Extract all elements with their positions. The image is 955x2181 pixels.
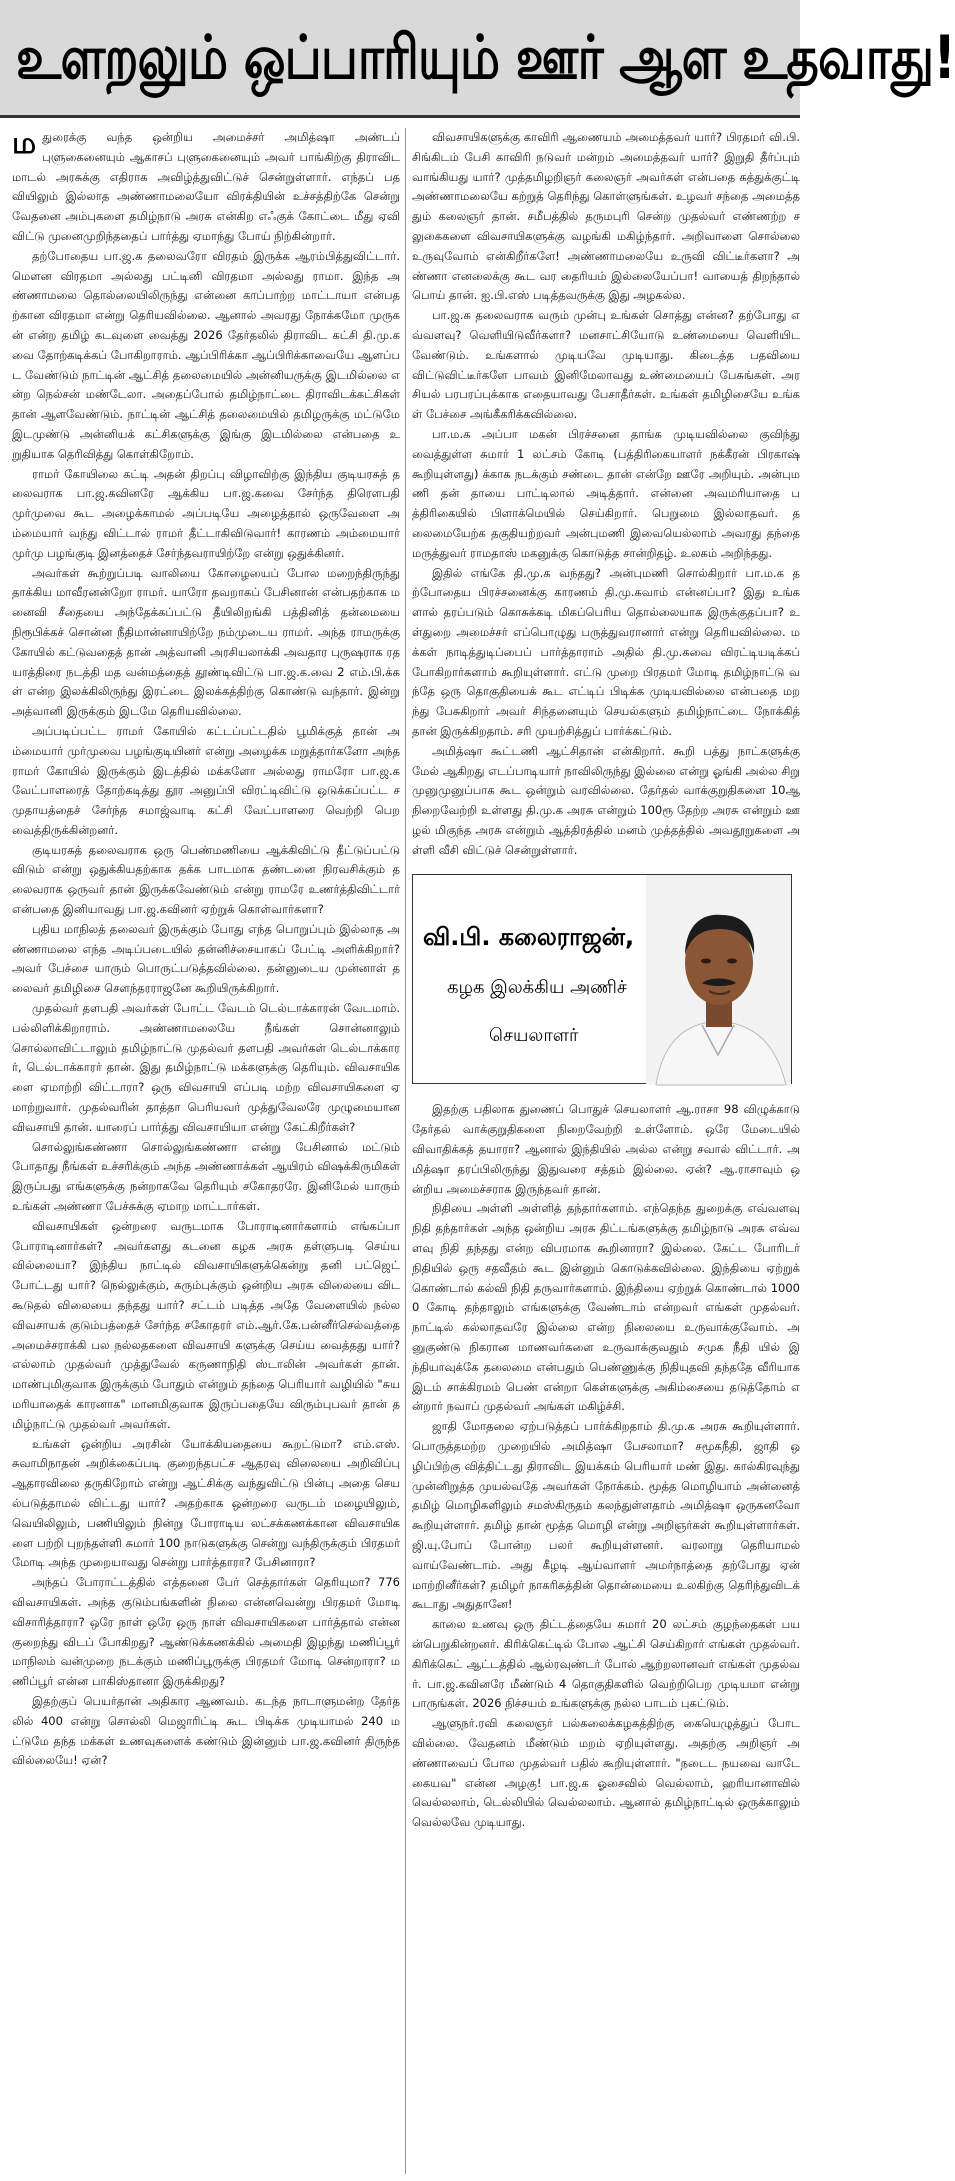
paragraph-text: புதிய மாநிலத் தலைவர் இருக்கும் போது எந்த பொறுப்பும் இல்லாத அண்ணாமலை எந்த அடிப்படையில் தன்னிச்சையாகப் பேட்டி அளிக்கிறார்? அவர் பேச்சை யாரும் பொருட்படுத்தவில்லை. தன்னுடைய முன்னாள் தலைவர் தமிழிசை சௌந்தரராஜனே கூறியிருக்கிறார். xyxy=(12,921,400,996)
article-headline: உளறலும் ஒப்பாரியும் ஊர் ஆள உதவாது! xyxy=(16,22,955,93)
article-paragraph xyxy=(12,564,400,722)
article-paragraph xyxy=(12,465,400,564)
paragraph-text: ராமர் கோயிலை கட்டி அதன் திறப்பு விழாவிற்கு இந்திய குடியரசுத் தலைவராக பா.ஜ.கவினரே ஆக்கிய பா.ஜ.கவை சேர்ந்த திரௌபதி முர்முவை கூட அழைக்காமல் அப்படியே அழைத்தால் ஒருவேளை அம்மையார் வந்து விட்டால் ராமர் தீட்டாகிவிடுவார்! காரணம் அம்மையார் முர்மு பழங்குடி இனத்தைச் சேர்ந்தவராயிற்றே என்று ஒதுக்கினர். xyxy=(12,466,400,560)
article-column-right xyxy=(412,128,800,2174)
article-paragraph xyxy=(412,564,800,742)
author-role-title: செயலாளர் xyxy=(489,1025,579,1047)
article-paragraph xyxy=(12,128,400,247)
paragraph-text: காலை உணவு ஒரு திட்டத்தையே சுமார் 20 லட்சம் குழந்தைகள் பயன்பெறுகின்றனர். கிரிக்கெட்டில் போல ஆட்சி செய்கிறார் எங்கள் முதல்வர். கிரிக்கெட் ஆட்டத்தில் ஆல்ரவுண்டர் போல் ஆற்றலானவர் எங்கள் முதல்வர். பா.ஜ.கவினரே மீண்டும் 4 தொகுதிகளில் வெற்றிபெற முடியமா என்று பாருங்கள். 2026 நிச்சயம் உங்களுக்கு நல்ல பாடம் புகட்டும். xyxy=(412,1617,800,1711)
article-paragraph xyxy=(12,1573,400,1692)
paragraph-text: ஆளுநர்.ரவி கலைஞர் பல்கலைக்கழகத்திற்கு கையெழுத்துப் போட வில்லை. வேதனம் மீண்டும் மறம் ஏறியுள்ளது. அதற்கு அறிஞர் அண்ணாவைப் போல முதல்வர் பதில் கூறியுள்ளார். "நடைட நயவை வாடே கையவ" என்ன அழகு! பா.ஜ.க ஓசைவில் வெல்லாம், ஹரியானாவில் வெல்லலாம், டெல்லியில் வெல்லலாம். ஆனால் தமிழ்நாட்டில் ஒருக்காலும் வெல்லவே முடியாது. xyxy=(412,1716,800,1830)
article-paragraph xyxy=(12,920,400,999)
headline-banner xyxy=(0,0,955,118)
article-paragraph xyxy=(12,1138,400,1217)
article-paragraph xyxy=(12,1692,400,1771)
article-paragraph xyxy=(12,1217,400,1435)
column-divider xyxy=(405,128,406,2174)
paragraph-text: விவசாயிகளுக்கு காவிரி ஆணையம் அமைத்தவர் யார்? பிரதமர் வி.பி. சிங்கிடம் பேசி காவிரி நடுவர் மன்றம் அமைத்தவர் யார்? இறுதி தீர்ப்பும் வாங்கியது யார்? முத்தமிழறிஞர் கலைஞர் அவர்கள் என்பதை கத்துக்குட்டி அண்ணாமலையே கற்றுத் தெரிந்து கொள்ளுங்கள். உழவர் சந்தை அமைத்ததும் கலைஞர் தான். சமீபத்தில் தருமபுரி சென்ற முதல்வர் எண்ணற்ற சலுகைகளை விவசாயிகளுக்கு வழங்கி மகிழ்ந்தார். அறிவாளை சொல்லை உருவுவோம் என்கிறீர்களே! அண்ணாமலையே உருவி விட்டீர்களா? அண்ணா எனலைக்கு கூட வர தைரியம் இல்லையேப்பா! வாயைத் திறந்தால் பொய் தான். ஐ.பி.எஸ் படித்தவருக்கு இது அழகல்ல. xyxy=(412,130,800,303)
article-paragraph xyxy=(412,1417,800,1615)
author-role: கழக இலக்கிய அணிச் xyxy=(447,977,627,999)
article-paragraph xyxy=(412,1714,800,1833)
article-paragraph xyxy=(412,1100,800,1199)
article-paragraph xyxy=(12,1435,400,1574)
article-column-left xyxy=(12,128,400,2174)
paragraph-text: துரைக்கு வந்த ஒன்றிய அமைச்சர் அமித்ஷா அண்டப் புளுகைனையும் ஆகாசப் புளுகைனையும் அவர் பாங்கிற்கு திராவிட மாடல் அரசுக்கு எதிராக அவிழ்த்துவிட்டுச் சென்றுள்ளார். எந்தப் பதவியிலும் இல்லாத அண்ணாமலையோ விரக்தியின் உச்சத்திற்கே சென்று வேதனை அம்புகளை தமிழ்நாடு அரசு என்கிற எஃகுக் கோட்டை மீது ஏவி விட்டு முனைமுறிந்ததைப் பார்த்து ஏமாந்து போய் நிற்கின்றார். xyxy=(12,130,400,243)
paragraph-text: அந்தப் போராட்டத்தில் எத்தனை பேர் செத்தார்கள் தெரியுமா? 776 விவசாயிகள். அந்த குடும்பங்களின் நிலை என்னவென்று பிரதமர் மோடி விசாரித்தாரா? ஒரே நாள் ஒரே ஒரு நாள் விவசாயிகளை பார்த்தால் என்ன குறைந்து விடப் போகிறது? ஆண்டுக்கணக்கில் அமைதி இழந்து மணிப்பூர் மாநிலம் வன்முறை நடக்கும் மணிப்பூருக்கு பிரதமர் மோடி சென்றாரா? மணிப்பூர் என்ன பாகிஸ்தானா இருக்கிறது? xyxy=(12,1575,400,1689)
paragraph-text: அப்படிப்பட்ட ராமர் கோயில் கட்டப்பட்டதில் பூமிக்குத் தான் அம்மையார் முர்முவை பழங்குடியினர் என்று அழைக்க மறுத்தார்களோ அந்த ராமர் கோயில் இருக்கும் இடத்தில் மக்களோ அல்லது ராமரோ பா.ஜ.க வேட்பாளரைத் தோற்கடித்து தூர அனுப்பி விரட்டிவிட்டு ஒடுக்கப்பட்ட சமுதாயத்தைச் சேர்ந்த சமாஜ்வாடி கட்சி வேட்பாளரை வெற்றி பெற வைத்திருக்கின்றனர். xyxy=(12,723,400,837)
paragraph-text: சொல்லுங்கண்ணா சொல்லுங்கண்ணா என்று பேசினால் மட்டும் போதாது நீங்கள் உச்சரிக்கும் அந்த அண்ணாக்கள் ஆயிரம் விஷக்கிருமிகள் இருப்பது எங்களுக்கு நன்றாகவே தெரியும் சகோதரரே. இனிமேல் யாரும் உங்கள் அண்ணா பேச்சுக்கு ஏமாற மாட்டார்கள். xyxy=(12,1139,400,1214)
article-paragraph xyxy=(12,722,400,841)
right-column-bottom-text xyxy=(412,1100,800,1832)
paragraph-text: குடியரசுத் தலைவராக ஒரு பெண்மணியை ஆக்கிவிட்டு தீட்டுப்பட்டு விடும் என்று ஒதுக்கியதற்காக தக்க பாடமாக தண்டனை நிரவசிக்கும் தலைவராக ஒருவர் தான் இருக்கவேண்டும் என்று ராமரே உணர்த்திவிட்டார் என்பதை இனியாவது பா.ஜ.கவினர் ஏற்றுக் கொள்வார்களா? xyxy=(12,842,400,917)
paragraph-text: இதில் எங்கே தி.மு.க வந்தது? அன்புமணி சொல்கிறார் பா.ம.க தற்போதைய பிரச்சனைக்கு காரணம் தி.மு.கவாம் என்னப்பா? இது உங்களால் தரப்படும் கொசுக்கடி மிகப்பெரிய தொல்லையாக இருக்குதப்பா? உள்துறை அமைச்சர் எப்பொழுது பருத்துவரானார் என்று தெரியவில்லை. மக்கள் நாடித்துடிப்பைப் பார்த்தாராம் அதில் தி.மு.கவை விரட்டியடிக்கப் போகிறார்களாம் கூறியுள்ளார். எட்டு முறை பிரதமர் மோடி தமிழ்நாட்டு வந்தே ஒரு தொகுதியைக் கூட எட்டிப் பிடிக்க முடியவில்லை என்பதை மறந்து பேசுகிறார் அவர் சிந்தனையும் செயல்களும் தமிழ்நாட்டை நோக்கித் தான் இருக்கிறதாம். சரி முயற்சித்துப் பார்க்கட்டும். xyxy=(412,565,800,738)
paragraph-text: முதல்வர் தளபதி அவர்கள் போட்ட வேடம் டெல்டாக்காரன் வேடமாம். பல்லிளிக்கிறாராம். அண்ணாமலையே நீங்கள் சொன்னாலும் சொல்லாவிட்டாலும் தமிழ்நாட்டு முதல்வர் தளபதி அவர்கள் டெல்டாக்காரர், டெல்டாக்காரர் தான். இது தமிழ்நாட்டு மக்களுக்கு தெரியும். விவசாயிகளை ஏமாற்றி விட்டாரா? ஒரு விவசாயி எப்படி மற்ற விவசாயிகளை ஏமாற்றுவார். முதல்வரின் தாத்தா பெரியவர் முத்துவேலரே முழுமையான விவசாயி தான். யாரைப் பார்த்து விவசாயியா என்று கேட்கிறீர்கள்? xyxy=(12,1001,400,1134)
article-paragraph xyxy=(412,306,800,425)
paragraph-text: இதற்குப் பெயர்தான் அதிகார ஆணவம். கடந்த நாடாளுமன்ற தேர்தலில் 400 என்று சொல்லி மெஜாரிட்டி கூட பிடிக்க முடியாமல் 240 மட்டுமே தந்த மக்கள் உணவுகளைக் கண்டும் இன்னும் பா.ஜ.கவினர் திருந்தவில்லையே! ஏன்? xyxy=(12,1693,400,1768)
paragraph-text: பா.ஜ.க தலைவராக வரும் முன்பு உங்கள் சொத்து என்ன? தற்போது எவ்வளவு? வெளியிடுவீர்களா? மனசாட்சியோடு உண்மையை வெளியிட வேண்டும். உங்களால் முடியவே முடியாது. கிடைத்த பதவியை விட்டுவிட்டீர்களே பாவம் இனிமேலாவது உண்மையைப் பேசுங்கள். அரசியல் பரபரப்புக்காக எதையாவது பேசாதீர்கள். உங்கள் தமிழிசையே உங்கள் பேச்சை அங்கீகரிக்கவில்லை. xyxy=(412,308,800,422)
paragraph-text: பா.ம.க அப்பா மகன் பிரச்சனை தாங்க முடியவில்லை குவிந்து வைத்துள்ள சுமார் 1 லட்சம் கோடி (பத்திரிகையாளர் நக்கீரன் பிரகாஷ் கூறியுள்ளது) க்காக நடக்கும் சண்டை தான் என்றே ஊரே அறியும். அன்புமணி தன் தாயை பாட்டிலால் அடித்தார். என்னை அவமரியாதை பத்திரிகையில் பிளாக்மெயில் செய்கிறார். பெறுமை இல்லாதவர். தலைமையேற்க தகுதியற்றவர் அன்புமணி இவையெல்லாம் அவரது தந்தை மருத்துவர் ராமதாஸ் மகனுக்கு கொடுத்த சான்றிதழ். உலகம் அறிந்தது. xyxy=(412,426,800,560)
paragraph-text: தற்போதைய பா.ஜ.க தலைவரோ விரதம் இருக்க ஆரம்பித்துவிட்டார். மௌன விரதமா அல்லது பட்டினி விரதமா அல்லது ராமா. இந்த அண்ணாமலை தொல்லையிலிருந்து என்னை காப்பாற்ற மாட்டாயா என்பதற்கான விரதமா என்று தெரியவில்லை. ஆனால் அவரது நோக்கமோ முருகன் என்ற தமிழ் கடவுளை வைத்து 2026 தேர்தலில் திராவிட கட்சி தி.மு.கவை தோற்கடிக்கப் போகிறாராம். ஆப்பிரிக்கா ஆப்பிரிக்காவையே ஆளப்பட வேண்டும் நாட்டின் ஆட்சித் தலைமையில் அன்னியருக்கு இடமில்லை என்ற நெல்சன் மண்டேலா. அதைப்போல் தமிழ்நாட்டை திராவிடக்கட்சிகள் தான் ஆளவேண்டும். நாட்டின் ஆட்சித் தலைமையில் தமிழருக்கு மட்டுமே இடமுண்டு அன்னியக் கட்சிகளுக்கு இங்கு இடமில்லை என்பதை உறுதியாக தெரிவித்து கொள்கிறோம். xyxy=(12,248,400,461)
article-paragraph xyxy=(12,999,400,1138)
paragraph-text: இதற்கு பதிலாக துணைப் பொதுச் செயலாளர் ஆ.ராசா 98 விழுக்காடு தேர்தல் வாக்குறுதிகளை நிறைவேற்றி உள்ளோம். ஒரே மேடையில் விவாதிக்கத் தயாரா? ஆனால் இந்தியில் அல்ல என்று சவால் விட்டார். அமித்ஷா தரப்பிலிருந்து இதுவரை சத்தம் இல்லை. ஏன்? ஆ.ராசாவும் ஒன்றிய அமைச்சராக இருந்தவர் தான். xyxy=(412,1102,800,1196)
paragraph-text: நிதியை அள்ளி அள்ளித் தந்தார்களாம். எந்தெந்த துறைக்கு எவ்வளவு நிதி தந்தார்கள் அந்த ஒன்றிய அரசு திட்டங்களுக்கு தமிழ்நாடு அரசு எவ்வளவு நிதி தந்தது என்ற விபரமாக கூறினாரா? இல்லை. கேட்ட போரிடர் நிதியில் ஒரு சதவீதம் கூட இன்னும் கொடுக்கவில்லை. இந்தியை ஏற்றுக் கொண்டால் கல்வி நிதி தருவார்களாம். இந்தியை ஏற்றுக் கொண்டால் 10000 கோடி தந்தாலும் எங்களுக்கு வேண்டாம் என்றவர் எங்கள் முதல்வர். நாட்டில் கல்லாதவரே இல்லை என்ற நிலையை உருவாக்குவோம். அனுகுண்டு நிகரான மாணவர்களை உருவாக்குவதும் சமுக நீதி யில் இந்தியாவுக்கே தலைமை என்பதும் பெண்ணுக்கு நிதியுதவி தந்ததே வீரியாக இடம் சாக்கிரமம் பெண் என்றா கெள்களுக்கு அகிம்சையை தடுத்தோம் என்றார் நவாப் முதல்வர் அங்கள் மகிழ்ச்சி. xyxy=(412,1201,800,1414)
article-paragraph xyxy=(412,128,800,306)
author-byline-box xyxy=(412,874,792,1084)
paragraph-text: அவர்கள் கூற்றுப்படி வாலியை கோழையைப் போல மறைந்திருந்து தாக்கிய மாவீரனன்றோ ராமர். யாரோ தவறாகப் பேசினான் என்பதற்காக மனைவி சீதையை அந்தேக்கப்பட்டு தீயிலிறங்கி பத்தினித் தன்மையை நிரூபிக்கச் சொன்ன நீதிமான்னாயிற்றே நம்முடைய ராமர். அந்த ராமருக்கு கோயில் கட்டுவதைத் தான் அத்வானி அரசியலாக்கி அவதார புருஷராக ரத யாத்திரை நடத்தி மத வன்மத்தைத் தூண்டிவிட்டு பா.ஜ.க.வை 2 எம்.பி.க்கள் என்ற இலக்கிலிருந்து இரட்டை இலக்கத்திற்கு கொண்டு வந்தார். இன்று அத்வானி இருக்கும் இடமே தெரியவில்லை. xyxy=(12,565,400,719)
author-name: வி.பி. கலைராஜன், xyxy=(423,923,635,952)
article-paragraph xyxy=(12,841,400,920)
author-photo xyxy=(646,875,791,1085)
paragraph-text: ஜாதி மோதலை ஏற்படுத்தப் பார்க்கிறதாம் தி.மு.க அரசு கூறியுள்ளார். பொருத்தமற்ற முறையில் அமித்ஷா பேசலாமா? சமூகநீதி, ஜாதி ஒழிப்பிற்கு வித்திட்டது திராவிட இயக்கம் பெரியார் மண் இது. கால்கிரவுந்து முன்னிறுத்த முயல்வதே அவர்கள் நோக்கம். மூத்த மொழியாம் அன்னைத் தமிழ் மொழிகளிலும் சமஸ்கிருதம் கலந்துள்ளதாம் அமித்ஷா ஒருகனவோ கூறியுள்ளார். தமிழ் தான் மூத்த மொழி என்று அறிஞர்கள் கூறியுள்ளார்கள். ஜி.யு.போப் போன்ற பலர் கூறியுள்ளனர். வரலாறு தெரியாமல் வாய்வேண்டாம். அது கீழடி ஆய்வாளர் அமர்நாத்தை தற்போது ஏன் மாற்றினீர்கள்? தமிழர் நாகரிகத்தின் தொன்மையை உலகிற்கு தெரிந்துவிடக் கூடாது அதுதானே! xyxy=(412,1419,800,1612)
article-paragraph xyxy=(412,1199,800,1417)
paragraph-text: விவசாயிகள் ஒன்றரை வருடமாக போராடினார்களாம் எங்கப்பா போராடினார்கள்? அவர்களது கடனை கழக அரசு தள்ளுபடி செய்யவில்லையா? இந்திய நாட்டில் விவசாயிகளுக்கென்று தனி பட்ஜெட் போட்டது யார்? நெல்லுக்கும், கரும்புக்கும் ஒன்றிய அரசு விலையை விட கூடுதல் விலையை தந்தது யார்? சட்டம் படித்த அதே வேளையில் நல்ல விவசாயக் குடும்பத்தைச் சேர்ந்த சகோதரர் எம்.ஆர்.கே.பன்னீர்செல்வத்தை அமைச்சராக்கி பல நல்லதகளை விவசாயி களுக்கு செய்ய வைத்தது யார்? எல்லாம் முதல்வர் முத்துவேல் கருணாநிதி ஸ்டாலின் அவர்கள் தான். மாண்புமிகுவாக இருக்கும் போதும் என்றும் தந்தை பெரியார் வழியில் "சுயமரியாதைக் காரனாக" மானமிகுவாக இருப்பதையே விரும்புபவர் தான் தமிழ்நாட்டு முதல்வர் அவர்கள். xyxy=(12,1218,400,1431)
article-paragraph xyxy=(412,742,800,861)
article-paragraph xyxy=(12,247,400,465)
paragraph-text: உங்கள் ஒன்றிய அரசின் யோக்கியதையை கூறட்டுமா? எம்.எஸ். சுவாமிநாதன் அறிக்கைப்படி குறைந்தபட்ச ஆதரவு விலையை அறிவிப்பு ஆதாரவிலை தருகிறோம் என்று ஆட்சிக்கு வந்துவிட்டு பின்பு அதை செயல்படுத்தாமல் விட்டது யார்? அதற்காக ஒன்றரை வருடம் மழையிலும், வெயிலிலும், பணியிலும் நின்று போராடிய லட்சக்கணக்கான விவசாயிகளை பற்றி புறந்தள்ளி சுமார் 100 நாடுகளுக்கு சென்று வந்திருக்கும் பிரதமர் மோடி அந்த முறையாவது சென்று பார்த்தாரா? பேசினாரா? xyxy=(12,1436,400,1570)
article-paragraph xyxy=(412,1615,800,1714)
article-paragraph xyxy=(412,425,800,564)
right-column-top-text xyxy=(412,128,800,860)
drop-cap: ம xyxy=(12,126,37,161)
paragraph-text: அமித்ஷா கூட்டணி ஆட்சிதான் என்கிறார். கூறி பத்து நாட்களுக்கு மேல் ஆகிறது எடப்பாடியார் நாவிலிருந்து இல்லை என்று ஓங்கி அல்ல சிறு முனுமுனுப்பாக கூட ஒன்றும் வரவில்லை. தேர்தல் வாக்குறுதிகளை 10ஆ நிறைவேற்றி உள்ளது தி.மு.க அரசு என்றும் 100ரூ தேற்ற அரசு என்றும் ஊழல் மிகுந்த அரசு என்றும் ஆத்திரத்தில் மனம் முத்தத்தில் அவதூறுகளை அள்ளி வீசி விட்டுச் சென்றுள்ளார். xyxy=(412,743,800,857)
